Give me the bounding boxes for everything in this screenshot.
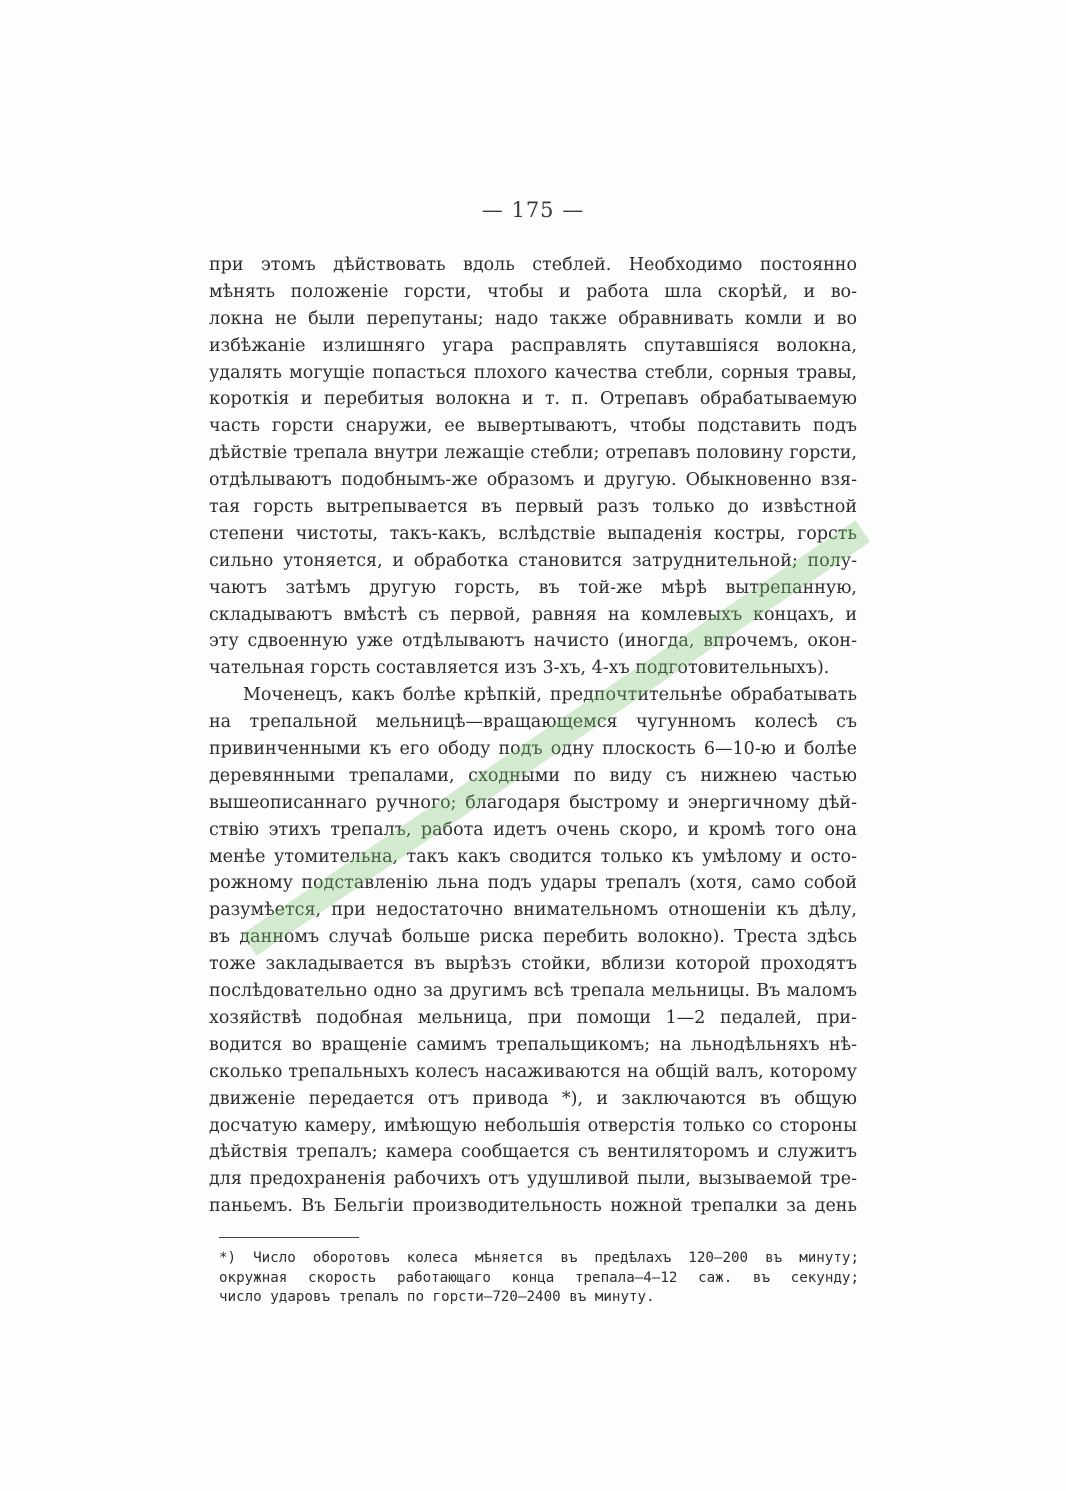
text-line: тая горсть вытрепывается въ первый разъ только до извѣстной bbox=[209, 497, 857, 518]
text-line: короткія и перебитыя волокна и т. п. Отрепавъ обрабатываемую bbox=[209, 389, 857, 410]
text-line: чаютъ затѣмъ другую горсть, въ той-же мѣрѣ вытрепанную, bbox=[209, 577, 857, 598]
text-line: избѣжаніе излишняго угара расправлять спутавшіяся волокна, bbox=[209, 335, 857, 356]
text-line: на трепальной мельницѣ—вращающемся чугунномъ колесѣ съ bbox=[209, 712, 857, 733]
text-line: ствію этихъ трепалъ, работа идетъ очень скоро, и кромѣ того она bbox=[209, 819, 857, 840]
footnote-line: *) Число оборотовъ колеса мѣняется въ предѣлахъ 120—200 въ минуту; bbox=[219, 1250, 859, 1266]
text-line: локна не были перепутаны; надо также обравнивать комли и во bbox=[209, 308, 857, 329]
footnote-line: число ударовъ трепалъ по горсти—720—2400 въ минуту. bbox=[219, 1289, 655, 1305]
text-line: дѣйствія трепалъ; камера сообщается съ вентиляторомъ и служитъ bbox=[209, 1142, 857, 1163]
text-line: паньемъ. Въ Бельгіи производительность ножной трепалки за день bbox=[209, 1196, 857, 1217]
footnote-divider bbox=[219, 1237, 359, 1238]
text-line: мѣнять положеніе горсти, чтобы и работа шла скорѣй, и во- bbox=[209, 281, 857, 302]
text-line: при этомъ дѣйствовать вдоль стеблей. Необходимо постоянно bbox=[209, 255, 857, 275]
text-line: разумѣется, при недостаточно внимательномъ отношеніи къ дѣлу, bbox=[209, 900, 857, 921]
text-line: привинченными къ его ободу подъ одну плоскость 6—10-ю и болѣе bbox=[209, 739, 857, 760]
text-line: отдѣлываютъ подобнымъ-же образомъ и другую. Обыкновенно взя- bbox=[209, 470, 857, 491]
body-text bbox=[209, 252, 857, 1220]
text-line: движеніе передается отъ привода *), и заключаются въ общую bbox=[209, 1088, 857, 1109]
text-line: складываютъ вмѣстѣ съ первой, равняя на комлевыхъ концахъ, и bbox=[209, 604, 857, 625]
text-line: послѣдовательно одно за другимъ всѣ трепала мельницы. Въ маломъ bbox=[209, 981, 857, 1002]
text-line: часть горсти снаружи, ее вывертываютъ, чтобы подставить подъ bbox=[209, 416, 857, 437]
text-line: для предохраненія рабочихъ отъ удушливой пыли, вызываемой тре- bbox=[209, 1169, 857, 1190]
footnote-line: окружная скорость работающаго конца трепала—4—12 саж. въ секунду; bbox=[219, 1269, 859, 1286]
text-line: хозяйствѣ подобная мельница, при помощи 1—2 педалей, при- bbox=[209, 1007, 857, 1028]
text-line: вышеописаннаго ручного; благодаря быстрому и энергичному дѣй- bbox=[209, 792, 857, 813]
text-line: деревянными трепалами, сходными по виду съ нижнею частью bbox=[209, 765, 857, 786]
paragraph-start-line: Моченецъ, какъ болѣе крѣпкій, предпочтительнѣе обрабатывать bbox=[243, 685, 857, 706]
text-line: удалять могущіе попасться плохого качества стебли, сорныя травы, bbox=[209, 362, 857, 383]
text-line: сколько трепальныхъ колесъ насаживаются на общій валъ, которому bbox=[209, 1061, 857, 1082]
page-number: — 175 — bbox=[481, 198, 585, 222]
footnote bbox=[219, 1249, 859, 1308]
text-line: дѣйствіе трепала внутри лежащіе стебли; отрепавъ половину горсти, bbox=[209, 443, 857, 464]
text-line: въ данномъ случаѣ больше риска перебить волокно). Треста здѣсь bbox=[209, 927, 857, 948]
text-line: эту сдвоенную уже отдѣлываютъ начисто (иногда, впрочемъ, окон- bbox=[209, 631, 857, 652]
text-line: досчатую камеру, имѣющую небольшія отверстія только со стороны bbox=[209, 1115, 857, 1136]
text-line: чательная горсть составляется изъ 3-хъ, 4-хъ подготовительныхъ). bbox=[209, 658, 830, 679]
text-line: сильно утоняется, и обработка становится затруднительной; полу- bbox=[209, 550, 857, 571]
text-line: тоже закладывается въ вырѣзъ стойки, вблизи которой проходятъ bbox=[209, 954, 857, 975]
text-line: степени чистоты, такъ-какъ, вслѣдствіе выпаденія костры, горсть bbox=[209, 523, 857, 544]
text-line: рожному подставленію льна подъ удары трепалъ (хотя, само собой bbox=[209, 873, 857, 894]
text-line: водится во вращеніе самимъ трепальщикомъ; на льнодѣльняхъ нѣ- bbox=[209, 1034, 857, 1055]
text-line: менѣе утомительна, такъ какъ сводится только къ умѣлому и осто- bbox=[209, 846, 857, 867]
